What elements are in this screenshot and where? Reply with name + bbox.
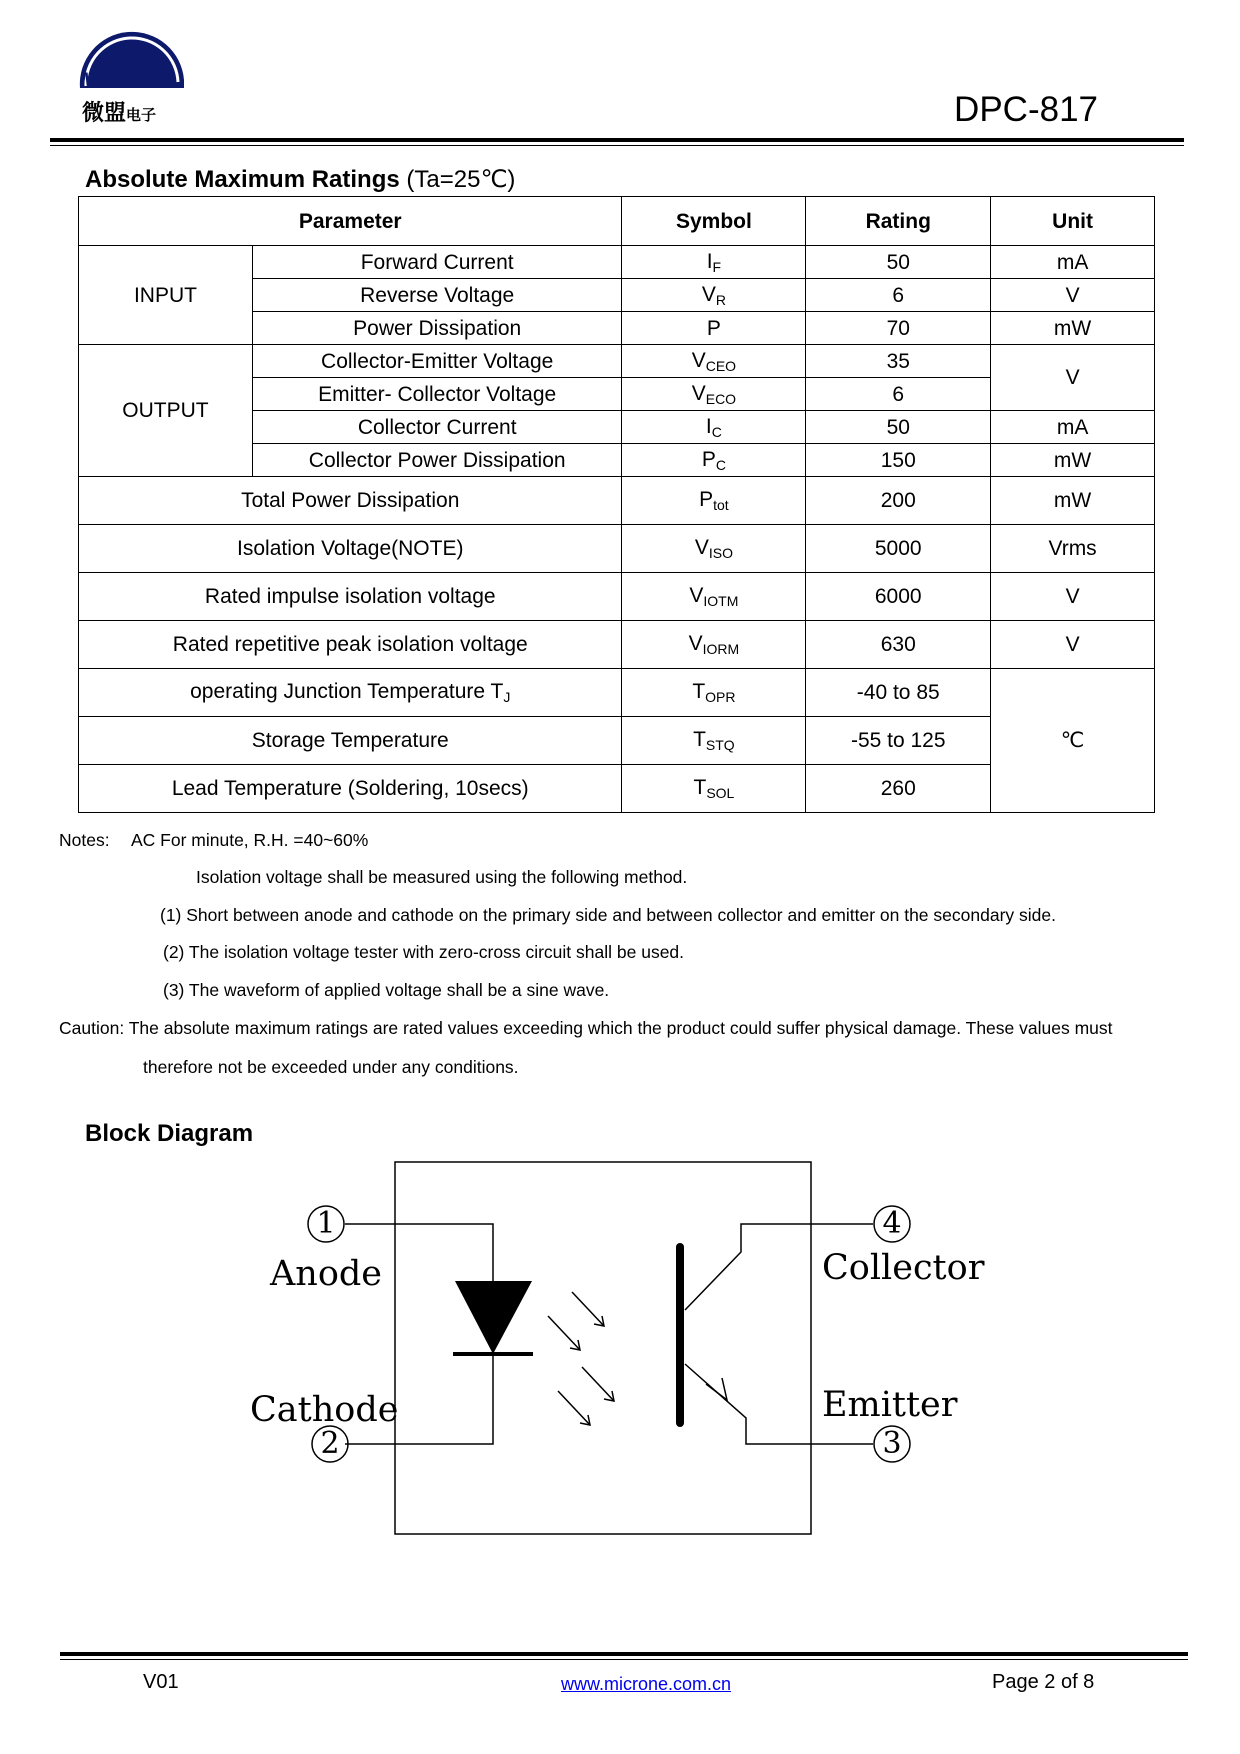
unit-cell: ℃ [991, 669, 1155, 813]
footer-rule-thin [60, 1659, 1188, 1660]
param-cell: Forward Current [252, 246, 622, 279]
note-line: Isolation voltage shall be measured using the following method. [196, 867, 688, 887]
package-outline [395, 1162, 811, 1534]
document-title: DPC-817 [954, 90, 1098, 129]
rating-cell: 6 [806, 279, 991, 312]
rating-cell: -40 to 85 [806, 669, 991, 717]
param-cell: Total Power Dissipation [79, 477, 622, 525]
pin-3-number: 3 [882, 1426, 902, 1461]
param-cell: Emitter- Collector Voltage [252, 378, 622, 411]
unit-cell: Vrms [991, 525, 1155, 573]
cathode-label: Cathode [250, 1390, 399, 1430]
unit-cell: V [991, 573, 1155, 621]
note-line: (2) The isolation voltage tester with zero-cross circuit shall be used. [163, 942, 685, 962]
pin-2-number: 2 [320, 1426, 340, 1461]
rating-cell: 200 [806, 477, 991, 525]
param-cell: Reverse Voltage [252, 279, 622, 312]
footer-page-number: Page 2 of 8 [992, 1671, 1095, 1693]
rating-cell: 150 [806, 444, 991, 477]
footer-rule [60, 1652, 1188, 1656]
param-cell: Power Dissipation [252, 312, 622, 345]
symbol-cell: $V_{IOTM}$ [622, 573, 806, 621]
param-cell: Rated repetitive peak isolation voltage [79, 621, 622, 669]
param-cell: Isolation Voltage(NOTE) [79, 525, 622, 573]
symbol-cell: $V_{IORM}$ [622, 621, 806, 669]
note-line: (1) Short between anode and cathode on the primary side and between collector and emitter on the secondary side. [160, 905, 1056, 925]
group-input: INPUT [79, 246, 253, 345]
unit-cell: V [991, 621, 1155, 669]
website-link[interactable]: www.microne.com.cn [561, 1674, 732, 1694]
emitter-label: Emitter [822, 1385, 958, 1425]
notes-label: Notes: [59, 830, 110, 850]
note-line: (3) The waveform of applied voltage shall be a sine wave. [163, 980, 610, 1000]
logo-wordmark: MicrOne [80, 68, 165, 93]
param-cell: Collector Power Dissipation [252, 444, 622, 477]
header-rating: Rating [806, 197, 991, 246]
anode-label: Anode [270, 1254, 383, 1294]
symbol-cell: $P_{tot}$ [622, 477, 806, 525]
light-arrows-icon [548, 1292, 614, 1425]
ratings-title: Absolute Maximum Ratings (Ta=25℃) [85, 166, 516, 193]
rating-cell: 70 [806, 312, 991, 345]
unit-cell: mW [991, 444, 1155, 477]
header-symbol: Symbol [622, 197, 806, 246]
rating-cell: 5000 [806, 525, 991, 573]
pin-4-number: 4 [882, 1206, 902, 1241]
symbol-cell: $I_F$ [622, 246, 806, 279]
param-cell: Collector Current [252, 411, 622, 444]
rating-cell: 50 [806, 246, 991, 279]
symbol-cell: $V_{ECO}$ [622, 378, 806, 411]
param-cell: Collector-Emitter Voltage [252, 345, 622, 378]
caution-line: therefore not be exceeded under any conditions. [143, 1057, 519, 1077]
header-parameter: Parameter [79, 197, 622, 246]
footer-version: V01 [143, 1671, 179, 1693]
unit-cell: mW [991, 312, 1155, 345]
rating-cell: 6 [806, 378, 991, 411]
unit-cell: V [991, 279, 1155, 312]
note-line: AC For minute, R.H. =40~60% [131, 830, 369, 850]
param-cell: Lead Temperature (Soldering, 10secs) [79, 765, 622, 813]
symbol-cell: $T_{SOL}$ [622, 765, 806, 813]
caution-line: Caution: The absolute maximum ratings are rated values exceeding which the product could suffer physical damage. These values must [59, 1018, 1113, 1038]
footer-website[interactable] [561, 1673, 731, 1696]
unit-cell: mA [991, 411, 1155, 444]
symbol-cell: $V_{CEO}$ [622, 345, 806, 378]
param-cell: Storage Temperature [79, 717, 622, 765]
symbol-cell: $T_{STQ}$ [622, 717, 806, 765]
rating-cell: -55 to 125 [806, 717, 991, 765]
param-cell: operating Junction Temperature $T_J$ [79, 669, 622, 717]
param-cell: Rated impulse isolation voltage [79, 573, 622, 621]
group-output: OUTPUT [79, 345, 253, 477]
symbol-cell: P [622, 312, 806, 345]
logo-chinese: 微盟电子 [82, 100, 157, 125]
header-unit: Unit [991, 197, 1155, 246]
unit-cell: mW [991, 477, 1155, 525]
rating-cell: 260 [806, 765, 991, 813]
led-triangle-icon [455, 1281, 532, 1354]
unit-cell: mA [991, 246, 1155, 279]
block-diagram-title: Block Diagram [85, 1120, 254, 1147]
emitter-arrow-icon [706, 1378, 727, 1400]
rating-cell: 50 [806, 411, 991, 444]
symbol-cell: $P_C$ [622, 444, 806, 477]
symbol-cell: $V_R$ [622, 279, 806, 312]
collector-label: Collector [822, 1248, 985, 1288]
symbol-cell: $T_{OPR}$ [622, 669, 806, 717]
symbol-cell: $I_C$ [622, 411, 806, 444]
pin-1-number: 1 [316, 1206, 336, 1241]
unit-cell: V [991, 345, 1155, 411]
rating-cell: 630 [806, 621, 991, 669]
rating-cell: 6000 [806, 573, 991, 621]
rating-cell: 35 [806, 345, 991, 378]
symbol-cell: $V_{ISO}$ [622, 525, 806, 573]
